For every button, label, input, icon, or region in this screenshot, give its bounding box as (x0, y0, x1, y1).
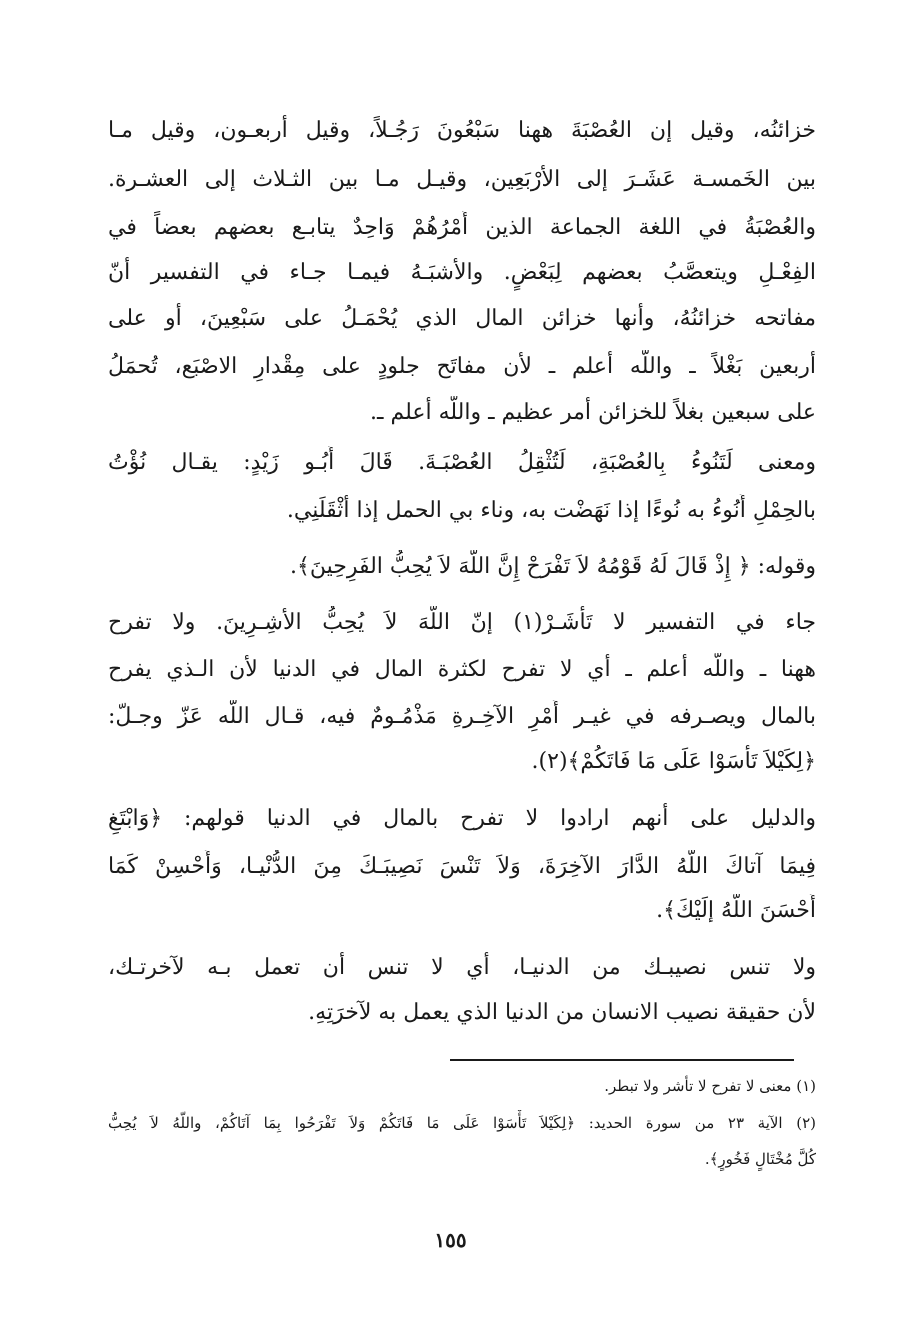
body-line: على سبعين بغلاً للخزائن أمر عظيم ـ واللّه أعلم ـ. (370, 400, 816, 425)
footnote-separator (450, 1059, 794, 1061)
body-line: ومعنى لَتَنُوءُ بِالعُصْبَةِ، لَتُثْقِلُ العُصْبَـةَ. قَالَ أَبُـو زَيْدٍ: يقـال نُؤْتُ (108, 450, 816, 475)
body-line: بالحِمْلِ أَنُوءُ به نُوءًا إذا نَهَضْت به، وناء بي الحمل إذا أثْقَلَنِي. (286, 498, 816, 523)
footnote: (١) معنى لا تفرح لا تأشر ولا تبطر. (604, 1077, 816, 1095)
body-line: وقوله: ﴿ إِذْ قَالَ لَهُ قَوْمُهُ لاَ تَفْرَحْ إِنَّ اللّهَ لاَ يُحِبُّ الفَرِحِينَ﴾. (289, 554, 816, 579)
body-line: بين الخَمسـة عَشَـرَ إلى الأرْبَعِين، وقيـل مـا بين الثـلاث إلى العشـرة. (108, 167, 816, 192)
body-line: ههنا ـ واللّه أعلم ـ أي لا تفرح لكثرة المال في الدنيا لأن الـذي يفرح (108, 657, 816, 682)
body-line: والدليل على أنهم ارادوا لا تفرح بالمال في الدنيا قولهم: ﴿وَابْتَغِ (108, 806, 816, 831)
body-line: فِيمَا آتاكَ اللّهُ الدَّارَ الآخِرَةَ، وَلاَ تَنْسَ نَصِيبَـكَ مِنَ الدُّنْيـا، وَأَحْسِنْ كَمَا (108, 854, 816, 879)
body-line: مفاتحه خزائنُهُ، وأنها خزائن المال الذي يُحْمَـلُ على سَبْعِينَ، أو على (108, 306, 816, 331)
footnote: (٢) الآية ٢٣ من سورة الحديد: ﴿لِكَيْلاَ تَأْسَوْا عَلَى مَا فَاتَكُمْ وَلاَ تَفْرَحُوا بِمَا آتَاكُمْ، واللّهُ لاَ يُحِبُّ (108, 1114, 816, 1132)
body-line: أربعين بَغْلاً ـ واللّه أعلم ـ لأن مفاتَح جلودٍ على مِقْدارِ الاصْبَع، تُحمَلُ (108, 354, 816, 379)
body-line: بالمال ويصـرفه في غيـر أَمْرِ الآخِـرةِ مَذْمُـومٌ فيه، قـال اللّه عَزّ وجـلّ: (108, 704, 816, 729)
footnote-continuation: كُلَّ مُخْتَالٍ فَخُورٍ﴾. (704, 1150, 816, 1168)
body-line: ﴿لِكَيْلاَ تَأْسَوْا عَلَى مَا فَاتَكُمْ﴾(٢). (531, 749, 816, 774)
body-line: خزائنُه، وقيل إن العُصْبَةَ ههنا سَبْعُونَ رَجُـلاً، وقيل أربعـون، وقيل مـا (108, 118, 816, 143)
body-line: ولا تنس نصيبـك من الدنيـا، أي لا تنس أن تعمل بـه لآخرتـك، (108, 955, 816, 980)
page-number: ١٥٥ (434, 1228, 467, 1252)
body-line: لأن حقيقة نصيب الانسان من الدنيا الذي يعمل به لآخرَتِهِ. (308, 1000, 816, 1025)
body-line: أَحْسَنَ اللّهُ إلَيْكَ﴾. (656, 898, 816, 923)
body-line: جاء في التفسير لا تَأْشَـرْ(١) إنّ اللّهَ لاَ يُحِبُّ الأشِـرِينَ. ولا تفرح (108, 610, 816, 635)
body-line: والعُصْبَةُ في اللغة الجماعة الذين أَمْرُهُمْ وَاحِدٌ يتابـع بعضهم بعضاً في (108, 215, 816, 240)
body-line: الفِعْـلِ ويتعصَّبُ بعضهم لِبَعْضٍ. والأشبَـهُ فيمـا جـاء في التفسير أنّ (108, 260, 816, 285)
